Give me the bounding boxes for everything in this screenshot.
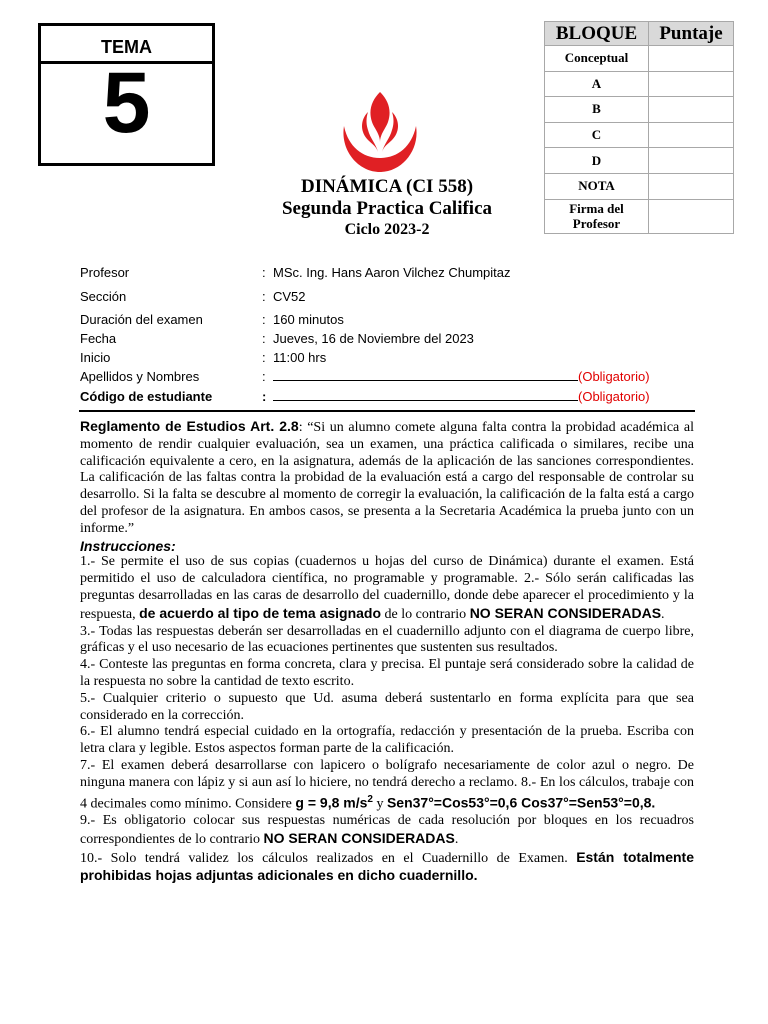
score-cell [649, 71, 734, 97]
score-row-label: B [545, 97, 649, 123]
info-sep: : [262, 350, 266, 365]
instruction-text: 7.- El examen deberá desarrollarse con lapicero o bolígrafo necesariamente de color azul o negro. De ninguna manera con lápiz y si aun así lo hiciere, no tendrá derecho a reclamo. 8.- En los cálculos, trabaje con 4 decimales como mínimo. Considere [80, 757, 694, 812]
info-row-profesor [80, 264, 700, 282]
info-sep: : [262, 389, 267, 404]
info-value: 11:00 hrs [273, 350, 327, 365]
info-sep: : [262, 265, 266, 280]
gravity-exponent: 2 [367, 793, 373, 805]
info-value: MSc. Ing. Hans Aaron Vilchez Chumpitaz [273, 265, 511, 280]
code-blank-line[interactable] [273, 389, 578, 401]
instruction-text: 1.- Se permite el uso de sus copias (cuadernos u hojas del curso de Dinámica) durante el examen. Está permitido el uso de calculadora científica, no programable y programable. 2.- Sólo serán calificadas las preguntas desarrolladas en las caras de desarrollo del cuadernillo, donde debe aparecer el procedimiento y la respuesta, [80, 554, 694, 622]
required-note: (Obligatorio) [578, 389, 650, 404]
tema-box [38, 23, 215, 166]
instruction-text: de lo contrario [381, 606, 470, 622]
exam-rules [80, 418, 694, 886]
score-row-label: NOTA [545, 173, 649, 199]
info-sep: : [262, 369, 266, 384]
reglamento-text: : “Si un alumno comete alguna falta contra la probidad académica al momento de rendir cualquier evaluación, sea un examen, una práctica calificada o similares, recibe una calificación equivalente a cero, en la asignatura, además de la aplicación de las sanciones correspondientes. La calificación de las faltas contra la probidad de la evaluación está a cargo del responsable de controlar su desarrollo. Si la falta se descubre al momento de corregir la evaluación, la calificación de la falta está a cargo del profesor de la asignatura. En ambos casos, se presenta a la Secretaria Académica la prueba junto con un informe.” [80, 420, 694, 536]
instruction-text: . [661, 606, 665, 622]
exam-type: Segunda Practica Califica [281, 198, 493, 219]
info-label: Código de estudiante [80, 389, 213, 404]
score-row-label: D [545, 148, 649, 174]
tema-number: 5 [102, 55, 151, 151]
firma-label [545, 199, 649, 233]
score-cell [649, 46, 734, 72]
tema-label: TEMA [41, 26, 212, 64]
instruction-emphasis: NO SERAN CONSIDERADAS [263, 829, 455, 846]
student-code-field[interactable] [273, 388, 650, 406]
instruction-text: 9.- Es obligatorio colocar sus respuestas numéricas de cada resolución por bloques en los recuadros correspondientes de lo contrario [80, 812, 694, 847]
score-table [544, 21, 734, 234]
instruction-9 [80, 813, 694, 849]
score-row-label: Conceptual [545, 46, 649, 72]
info-sep: : [262, 331, 266, 346]
required-note: (Obligatorio) [578, 369, 650, 384]
info-value: 160 minutos [273, 312, 344, 327]
reglamento-paragraph [80, 418, 694, 538]
firma-line2: Profesor [572, 216, 621, 232]
trig-values: Sen37°=Cos53°=0,6 Cos37°=Sen53°=0,8. [386, 794, 656, 811]
info-row-seccion [80, 288, 700, 306]
info-label: Fecha [80, 331, 117, 346]
score-cell [649, 122, 734, 148]
instruction-6: 6.- El alumno tendrá especial cuidado en la ortografía, redacción y presentación de la prueba. Escriba con letra clara y legible. Estos aspectos forman parte de la calificación. [80, 724, 694, 757]
score-cell [649, 173, 734, 199]
info-row-codigo [80, 388, 700, 406]
score-header-puntaje: Puntaje [649, 22, 734, 46]
exam-title [230, 176, 544, 240]
info-row-inicio [80, 349, 700, 367]
divider [79, 410, 695, 412]
instruction-emphasis: de acuerdo al tipo de tema asignado [139, 604, 382, 621]
instruction-7 [80, 758, 694, 813]
instruction-3: 3.- Todas las respuestas deberán ser desarrolladas en el cuadernillo adjunto con el diagrama de cuerpo libre, gráficas y el uso necesario de las ecuaciones pertinentes que sustenten sus resultados. [80, 623, 694, 656]
info-label: Sección [80, 289, 127, 304]
instruction-text: y [372, 796, 387, 812]
gravity-value: g = 9,8 m/s [295, 794, 368, 811]
instruction-10 [80, 849, 694, 887]
score-row-label: A [545, 71, 649, 97]
instruction-text: 10.- Solo tendrá validez los cálculos realizados en el Cuadernillo de Examen. [80, 850, 577, 866]
info-label: Profesor [80, 265, 130, 280]
course-title: DINÁMICA (CI 558) [300, 176, 474, 197]
info-sep: : [262, 312, 266, 327]
instruction-text: . [454, 831, 459, 847]
name-field[interactable] [273, 368, 650, 386]
firma-cell [649, 199, 734, 233]
info-row-nombres [80, 368, 700, 386]
university-logo-icon [338, 90, 422, 174]
instruction-emphasis: NO SERAN CONSIDERADAS [469, 604, 662, 621]
score-cell [649, 97, 734, 123]
info-value: Jueves, 16 de Noviembre del 2023 [273, 331, 474, 346]
info-sep: : [262, 289, 266, 304]
instruction-4: 4.- Conteste las preguntas en forma concreta, clara y precisa. El puntaje será considerado sobre la calidad de la respuesta no sobre la cantidad de texto escrito. [80, 657, 694, 689]
cycle: Ciclo 2023-2 [344, 221, 430, 238]
info-value: CV52 [273, 289, 306, 304]
info-label: Inicio [80, 350, 111, 365]
score-header-bloque: BLOQUE [545, 22, 649, 46]
instruction-emphasis: Están totalmente prohibidas hojas adjuntas adicionales en dicho cuadernillo. [80, 848, 694, 884]
firma-line1: Firma del [569, 201, 624, 217]
instrucciones-title: Instrucciones: [80, 537, 176, 554]
info-row-fecha [80, 330, 700, 348]
instruction-5: 5.- Cualquier criterio o supuesto que Ud. asuma deberá sustentarlo en forma explícita para que sea considerado en la corrección. [80, 690, 694, 723]
reglamento-title: Reglamento de Estudios Art. 2.8 [80, 418, 299, 434]
info-row-duracion [80, 311, 700, 329]
name-blank-line[interactable] [273, 369, 578, 381]
score-row-label: C [545, 122, 649, 148]
info-label: Apellidos y Nombres [80, 369, 200, 384]
instruction-1 [80, 554, 694, 623]
score-cell [649, 148, 734, 174]
info-label: Duración del examen [80, 312, 203, 327]
